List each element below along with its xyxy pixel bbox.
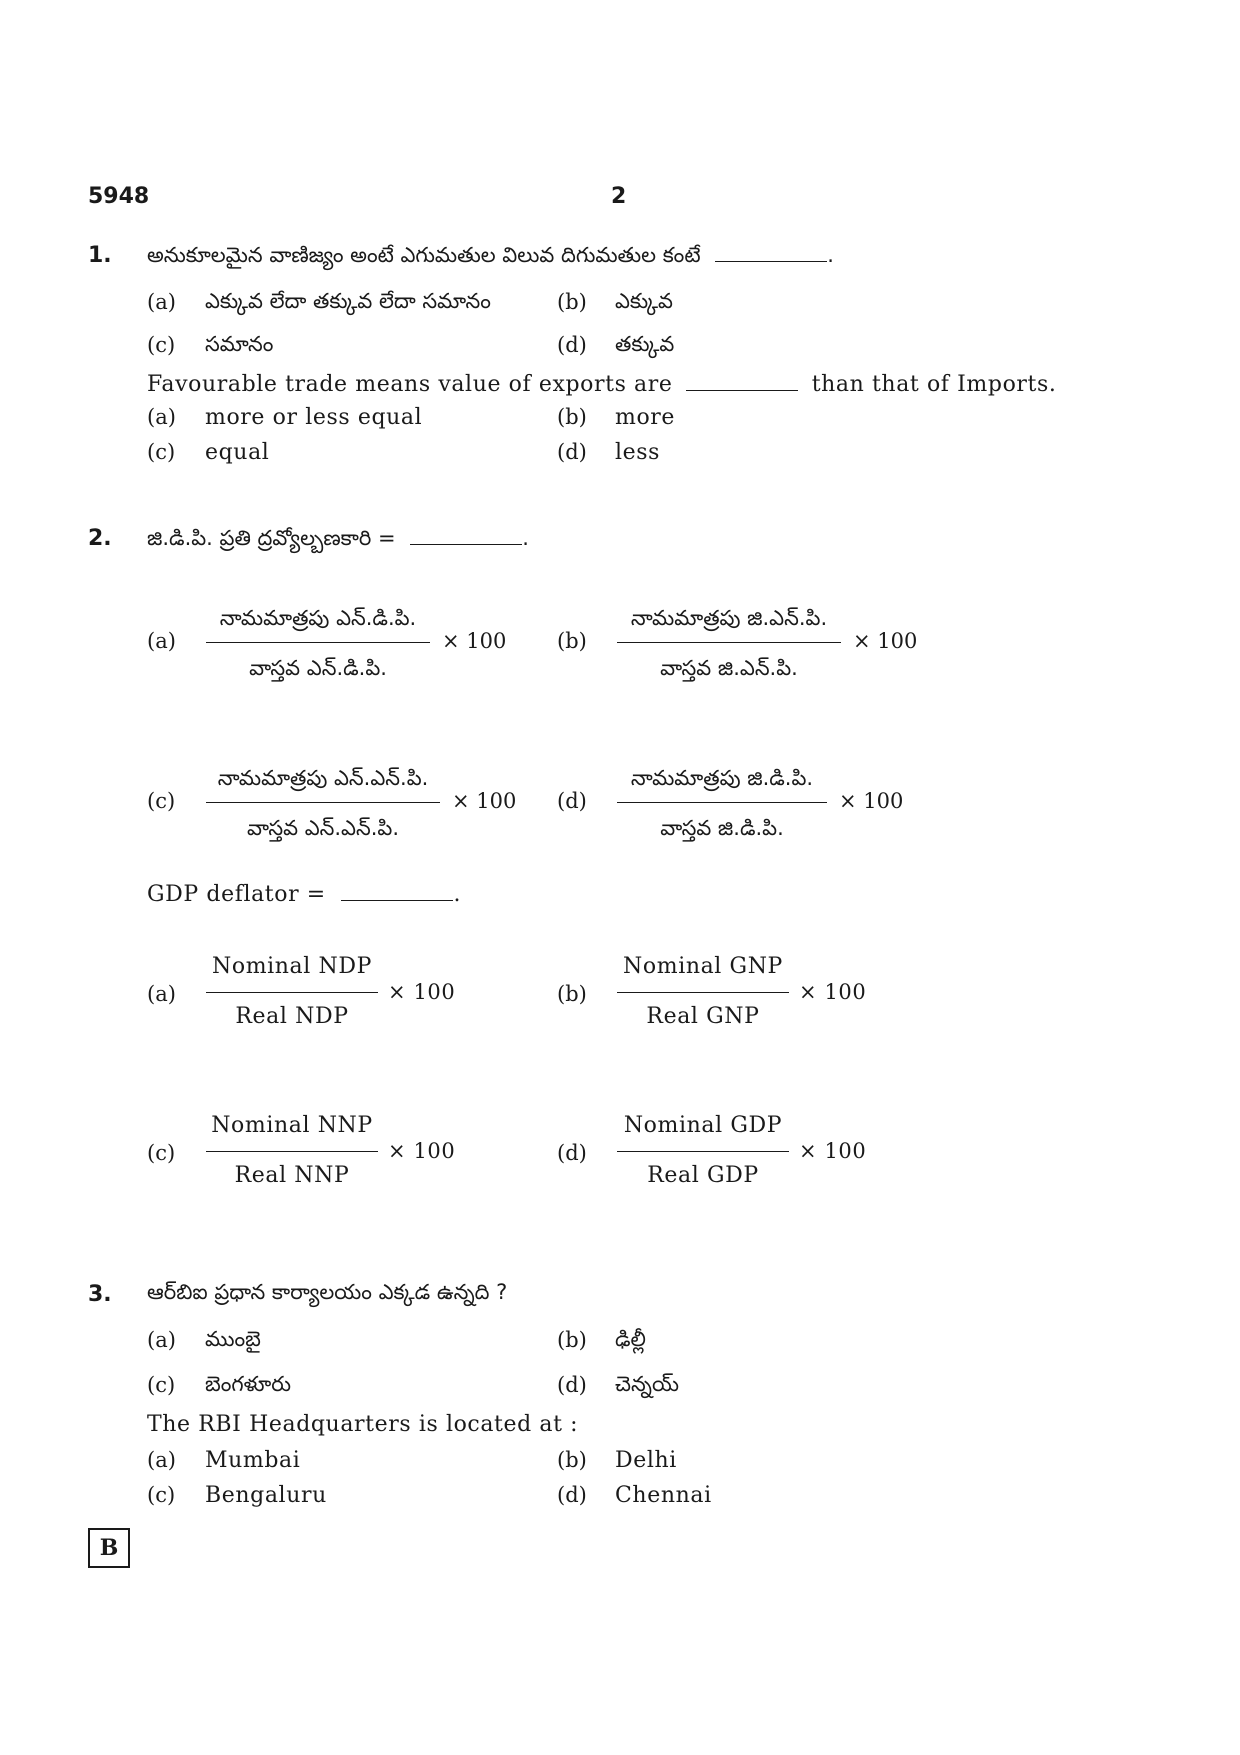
q2-te-option-c-fraction [206, 760, 517, 840]
question-2-number: 2. [88, 526, 112, 551]
q2-te-option-a-label: (a) [147, 629, 176, 653]
multiplier: × 100 [799, 980, 867, 1004]
q2-en-option-d-label: (d) [557, 1141, 587, 1165]
denominator: వాస్తవ ఎన్.డి.పి. [249, 656, 387, 680]
denominator: Real NNP [234, 1163, 350, 1188]
page-number: 2 [611, 184, 627, 209]
stem-text: అనుకూలమైన వాణిజ్యం అంటే ఎగుమతుల విలువ దిగుమతుల కంటే [147, 243, 701, 267]
multiplier: × 100 [388, 1139, 456, 1163]
fraction-bar [617, 1151, 789, 1152]
q3-te-option-d-text: చెన్నయ్ [615, 1372, 679, 1396]
q1-te-option-a-label: (a) [147, 290, 176, 314]
fraction-bar [617, 992, 789, 993]
stem-text: GDP deflator = [147, 882, 326, 907]
q1-en-option-b-label: (b) [557, 405, 587, 429]
multiplier: × 100 [799, 1139, 867, 1163]
question-2-english-stem [147, 880, 461, 907]
question-1-telugu-stem [147, 241, 834, 273]
stem-period: . [827, 243, 834, 267]
q2-en-option-c-fraction [206, 1109, 456, 1193]
denominator: Real NDP [235, 1004, 349, 1029]
q2-te-option-a-fraction [206, 600, 507, 680]
question-2-telugu-stem [147, 524, 529, 556]
fraction-bar [206, 802, 440, 803]
multiplier: × 100 [839, 789, 904, 813]
q2-te-option-b-label: (b) [557, 629, 587, 653]
q3-en-option-c-label: (c) [147, 1483, 176, 1507]
stem-period: . [453, 882, 462, 907]
q1-te-option-a-text: ఎక్కువ లేదా తక్కువ లేదా సమానం [205, 289, 491, 313]
q2-te-option-b-fraction [617, 600, 918, 680]
q2-en-option-c-label: (c) [147, 1141, 176, 1165]
q2-te-option-c-label: (c) [147, 789, 176, 813]
stem-text: జి.డి.పి. ప్రతి ద్రవ్యోల్బణకారి = [147, 526, 396, 550]
question-1-number: 1. [88, 243, 112, 268]
fraction-bar [206, 642, 430, 643]
numerator: Nominal NDP [212, 954, 372, 979]
q3-en-option-d-text: Chennai [615, 1483, 712, 1508]
q3-te-option-a-label: (a) [147, 1328, 176, 1352]
q1-te-option-d-label: (d) [557, 333, 587, 357]
numerator: Nominal GDP [623, 1113, 783, 1138]
q3-te-option-b-label: (b) [557, 1328, 587, 1352]
q2-en-option-a-fraction [206, 950, 456, 1034]
q1-en-option-c-text: equal [205, 440, 270, 465]
q2-en-option-d-fraction [617, 1109, 867, 1193]
answer-blank [715, 241, 827, 262]
stem-period: . [522, 526, 529, 550]
multiplier: × 100 [853, 629, 918, 653]
q3-en-option-a-text: Mumbai [205, 1448, 301, 1473]
q1-en-option-d-text: less [615, 440, 661, 465]
q2-en-option-b-label: (b) [557, 982, 587, 1006]
paper-code: 5948 [88, 184, 150, 209]
question-3-telugu-stem: ఆర్‌బిఐ ప్రధాన కార్యాలయం ఎక్కడ ఉన్నది ? [147, 1280, 508, 1304]
numerator: నామమాత్రపు ఎన్.ఎన్.పి. [217, 766, 429, 790]
stem-text-after: than that of Imports. [811, 372, 1057, 397]
q3-te-option-b-text: ఢిల్లీ [615, 1327, 646, 1351]
denominator: Real GNP [646, 1004, 760, 1029]
question-3-english-stem: The RBI Headquarters is located at : [147, 1412, 579, 1437]
answer-blank [410, 524, 522, 545]
q2-te-option-d-label: (d) [557, 789, 587, 813]
q3-en-option-d-label: (d) [557, 1483, 587, 1507]
q3-te-option-a-text: ముంబై [205, 1327, 261, 1351]
numerator: నామమాత్రపు జి.ఎన్.పి. [630, 606, 828, 630]
fraction-bar [206, 992, 378, 993]
stem-text-before: Favourable trade means value of exports are [147, 372, 673, 397]
q1-en-option-c-label: (c) [147, 440, 176, 464]
q3-te-option-c-text: బెంగళూరు [205, 1372, 292, 1396]
multiplier: × 100 [452, 789, 517, 813]
multiplier: × 100 [388, 980, 456, 1004]
numerator: నామమాత్రపు జి.డి.పి. [630, 766, 814, 790]
answer-blank [341, 880, 453, 901]
fraction-bar [206, 1151, 378, 1152]
q1-en-option-b-text: more [615, 405, 676, 430]
denominator: వాస్తవ జి.ఎన్.పి. [660, 656, 798, 680]
q1-en-option-a-label: (a) [147, 405, 176, 429]
booklet-series-box: B [88, 1528, 130, 1568]
fraction-bar [617, 642, 841, 643]
q1-te-option-b-text: ఎక్కువ [615, 289, 673, 313]
q1-te-option-c-text: సమానం [205, 332, 274, 356]
q1-en-option-a-text: more or less equal [205, 405, 423, 430]
q2-en-option-b-fraction [617, 950, 867, 1034]
q3-en-option-a-label: (a) [147, 1448, 176, 1472]
q1-te-option-c-label: (c) [147, 333, 176, 357]
numerator: Nominal GNP [623, 954, 783, 979]
q3-te-option-d-label: (d) [557, 1373, 587, 1397]
numerator: నామమాత్రపు ఎన్.డి.పి. [219, 606, 417, 630]
q3-en-option-b-text: Delhi [615, 1448, 677, 1473]
numerator: Nominal NNP [211, 1113, 373, 1138]
q3-en-option-c-text: Bengaluru [205, 1483, 327, 1508]
denominator: వాస్తవ ఎన్.ఎన్.పి. [246, 816, 399, 840]
q1-te-option-b-label: (b) [557, 290, 587, 314]
question-3-number: 3. [88, 1282, 112, 1307]
q1-te-option-d-text: తక్కువ [615, 332, 675, 356]
q1-en-option-d-label: (d) [557, 440, 587, 464]
q3-te-option-c-label: (c) [147, 1373, 176, 1397]
q3-en-option-b-label: (b) [557, 1448, 587, 1472]
q2-te-option-d-fraction [617, 760, 904, 840]
multiplier: × 100 [442, 629, 507, 653]
denominator: Real GDP [647, 1163, 759, 1188]
fraction-bar [617, 802, 827, 803]
denominator: వాస్తవ జి.డి.పి. [660, 816, 784, 840]
q2-en-option-a-label: (a) [147, 982, 176, 1006]
question-1-english-stem [147, 370, 1056, 397]
answer-blank [686, 370, 798, 391]
